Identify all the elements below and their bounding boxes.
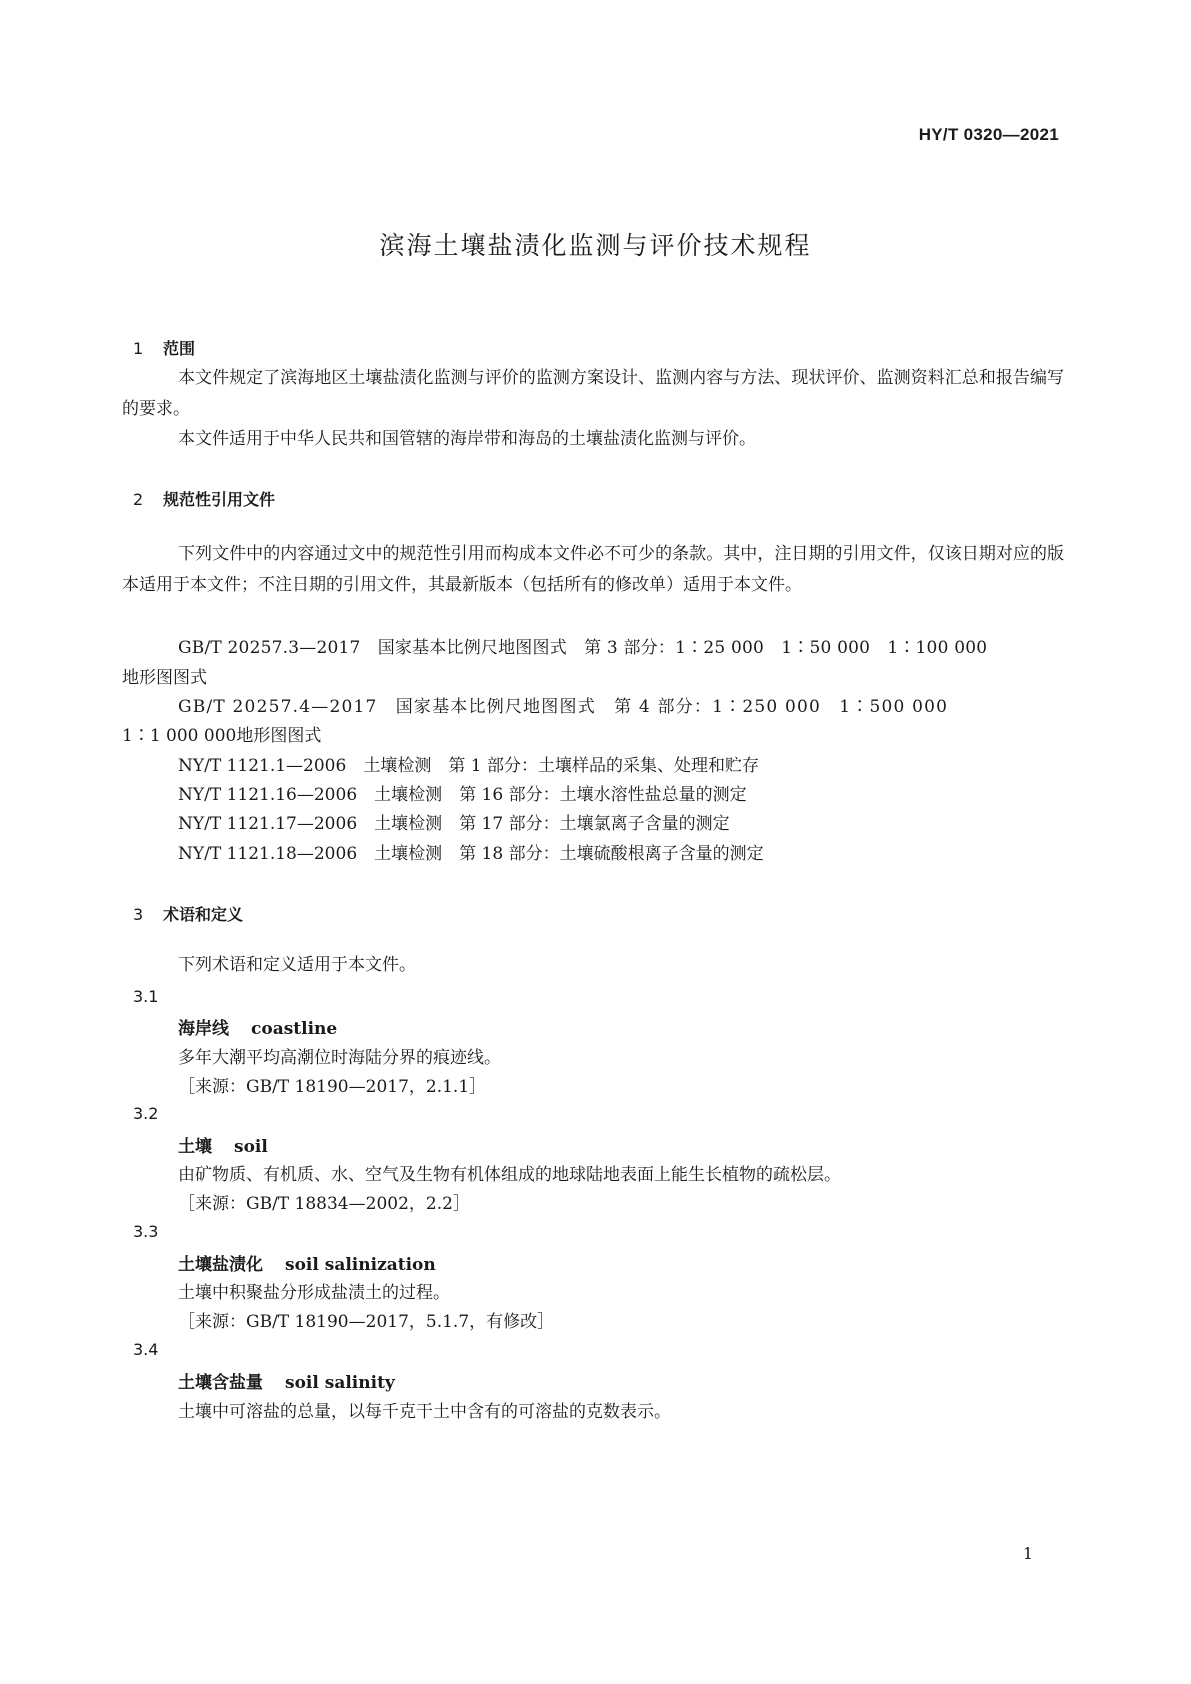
term-name (178, 1368, 395, 1393)
term-number: 3.4 (133, 1340, 159, 1359)
term-name (178, 1250, 436, 1275)
term-name (178, 1132, 268, 1157)
term-name-en: soil salinity (285, 1373, 395, 1393)
terms-intro-paragraph: 下列术语和定义适用于本文件。 (178, 955, 416, 975)
section-number: 3 (133, 905, 144, 924)
term-definition: 多年大潮平均高潮位时海陆分界的痕迹线。 (178, 1048, 501, 1068)
section-title: 范围 (163, 339, 196, 358)
term-source: ［来源：GB/T 18190—2017，2.1.1］ (178, 1077, 487, 1097)
term-number: 3.3 (133, 1222, 159, 1241)
reference-item-continuation: 1∶1 000 000地形图图式 (122, 726, 322, 746)
reference-item: GB/T 20257.3—2017 国家基本比例尺地图图式 第 3 部分：1∶25 000 1∶50 000 1∶100 000 (178, 638, 988, 658)
document-code: HY/T 0320—2021 (918, 125, 1059, 144)
reference-item: NY/T 1121.16—2006 土壤检测 第 16 部分：土壤水溶性盐总量的测定 (178, 785, 747, 805)
term-name-en: soil (234, 1137, 268, 1157)
reference-item-continuation: 地形图图式 (122, 668, 207, 688)
term-definition: 由矿物质、有机质、水、空气及生物有机体组成的地球陆地表面上能生长植物的疏松层。 (178, 1165, 841, 1185)
section-number: 1 (133, 339, 144, 358)
term-number: 3.1 (133, 987, 159, 1006)
term-name-zh: 土壤盐渍化 (178, 1255, 263, 1275)
reference-item: NY/T 1121.18—2006 土壤检测 第 18 部分：土壤硫酸根离子含量的测定 (178, 844, 764, 864)
scope-paragraph-2: 本文件适用于中华人民共和国管辖的海岸带和海岛的土壤盐渍化监测与评价。 (178, 429, 756, 449)
section-1-heading (133, 336, 195, 359)
term-name-en: coastline (251, 1019, 338, 1039)
section-number: 2 (133, 490, 144, 509)
document-title: 滨海土壤盐渍化监测与评价技术规程 (379, 231, 812, 260)
reference-item: NY/T 1121.1—2006 土壤检测 第 1 部分：土壤样品的采集、处理和贮存 (178, 756, 759, 776)
scope-paragraph-1: 本文件规定了滨海地区土壤盐渍化监测与评价的监测方案设计、监测内容与方法、现状评价、监测资料汇总和报告编写的要求。 (122, 368, 1064, 419)
term-source: ［来源：GB/T 18190—2017，5.1.7，有修改］ (178, 1312, 555, 1332)
section-title: 规范性引用文件 (163, 490, 276, 509)
term-name-zh: 土壤含盐量 (178, 1373, 263, 1393)
references-intro-paragraph: 下列文件中的内容通过文中的规范性引用而构成本文件必不可少的条款。其中，注日期的引用文件，仅该日期对应的版本适用于本文件；不注日期的引用文件，其最新版本（包括所有的修改单）适用于本文件。 (122, 544, 1064, 595)
term-name-zh: 海岸线 (178, 1019, 229, 1039)
term-name-en: soil salinization (285, 1255, 436, 1275)
term-name-zh: 土壤 (178, 1137, 212, 1157)
section-2-heading (133, 487, 275, 510)
term-source: ［来源：GB/T 18834—2002，2.2］ (178, 1194, 470, 1214)
reference-item: NY/T 1121.17—2006 土壤检测 第 17 部分：土壤氯离子含量的测定 (178, 814, 730, 834)
term-definition: 土壤中积聚盐分形成盐渍土的过程。 (178, 1283, 450, 1303)
term-name (178, 1014, 337, 1039)
section-3-heading (133, 902, 243, 925)
term-number: 3.2 (133, 1104, 159, 1123)
page-number: 1 (1022, 1544, 1033, 1563)
reference-item: GB/T 20257.4—2017 国家基本比例尺地图图式 第 4 部分：1∶250 000 1∶500 000 (178, 697, 949, 717)
section-title: 术语和定义 (163, 905, 244, 924)
term-definition: 土壤中可溶盐的总量，以每千克干土中含有的可溶盐的克数表示。 (178, 1402, 671, 1422)
